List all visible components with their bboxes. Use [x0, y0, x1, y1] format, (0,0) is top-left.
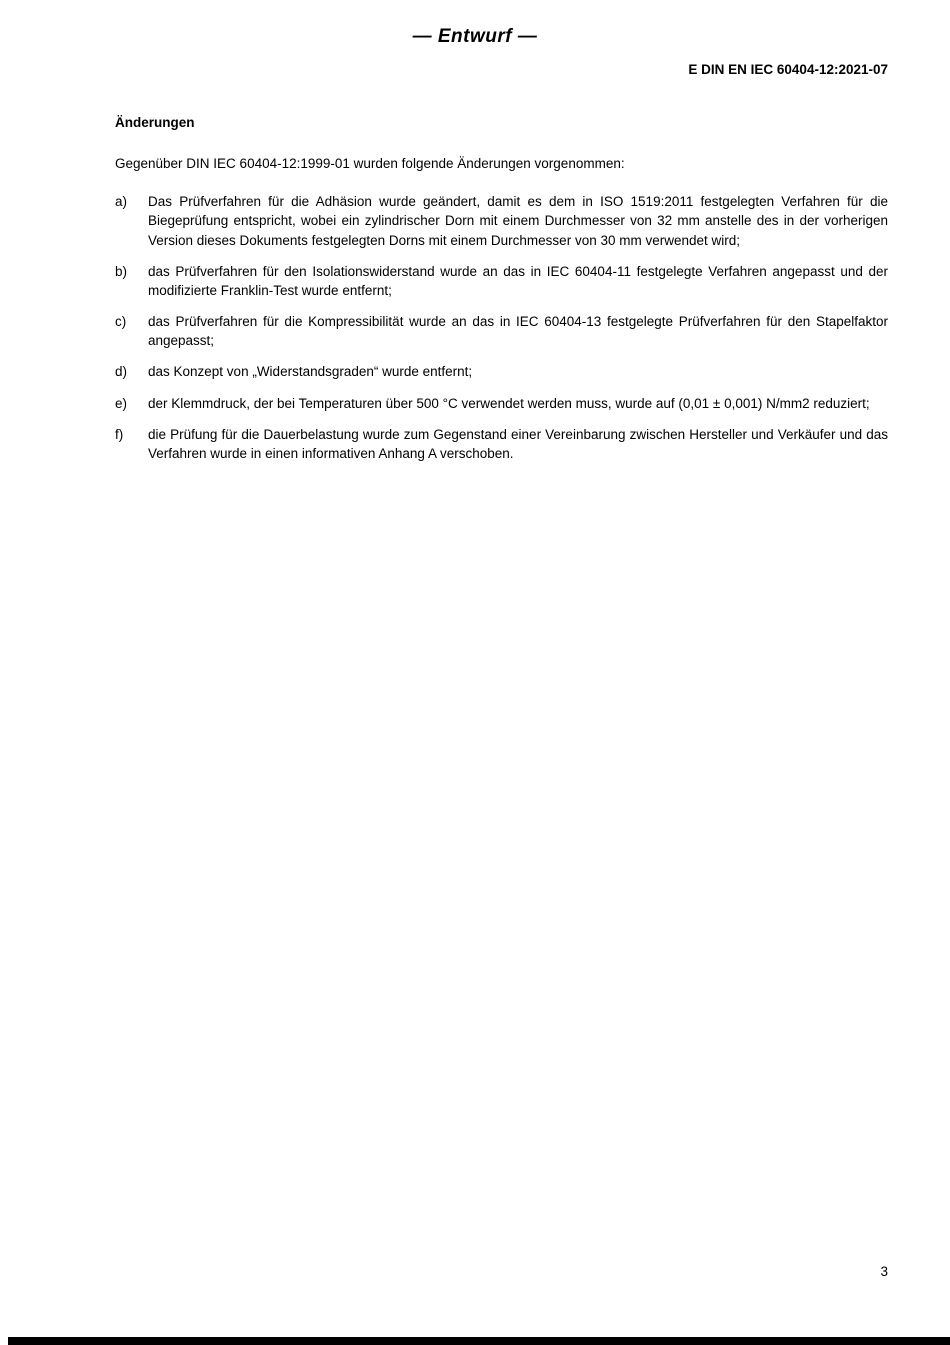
list-item-label: c) — [115, 314, 127, 330]
list-item — [115, 362, 888, 381]
list-item — [115, 312, 888, 350]
document-body — [115, 113, 888, 463]
change-list — [115, 192, 888, 463]
list-item-label: e) — [115, 395, 128, 411]
section-heading: Änderungen — [115, 115, 195, 130]
list-item-text: das Prüfverfahren für die Kompressibilität wurde an das in IEC 60404-13 festgelegte Prüfverfahren für den Stapelfaktor angepasst; — [148, 314, 888, 349]
list-item-text: das Prüfverfahren für den Isolationswiderstand wurde an das in IEC 60404-11 festgelegte Verfahren angepasst und der modifizierte Franklin-Test wurde entfernt; — [148, 263, 888, 298]
list-item-text: Das Prüfverfahren für die Adhäsion wurde geändert, damit es dem in ISO 1519:2011 festgelegten Verfahren für die Biegeprüfung entspricht, wobei ein zylindrischer Dorn mit einem Durchmesser von 32 mm anstelle des in der vorherigen Version dieses Dokuments festgelegten Dorns mit einem Durchmesser von 30 mm verwendet wird; — [148, 194, 888, 248]
scan-edge-artifact — [8, 1337, 950, 1345]
page-number: 3 — [880, 1264, 888, 1279]
document-number: E DIN EN IEC 60404-12:2021-07 — [688, 62, 888, 77]
list-item-text: der Klemmdruck, der bei Temperaturen über 500 °C verwendet werden muss, wurde auf (0,01 ± 0,001) N/mm2 reduziert; — [148, 395, 870, 411]
intro-paragraph: Gegenüber DIN IEC 60404-12:1999-01 wurden folgende Änderungen vorgenommen: — [115, 156, 625, 172]
list-item — [115, 394, 888, 413]
list-item — [115, 192, 888, 249]
list-item-label: a) — [115, 194, 128, 210]
list-item — [115, 262, 888, 300]
list-item-label: f) — [115, 426, 124, 442]
list-item — [115, 425, 888, 463]
list-item-label: b) — [115, 263, 128, 279]
list-item-text: die Prüfung für die Dauerbelastung wurde zum Gegenstand einer Vereinbarung zwischen Hersteller und Verkäufer und das Verfahren wurde in einen informativen Anhang A verschoben. — [148, 426, 888, 461]
list-item-label: d) — [115, 364, 128, 380]
list-item-text: das Konzept von „Widerstandsgraden“ wurde entfernt; — [148, 364, 473, 380]
draft-label: — Entwurf — — [412, 26, 538, 47]
